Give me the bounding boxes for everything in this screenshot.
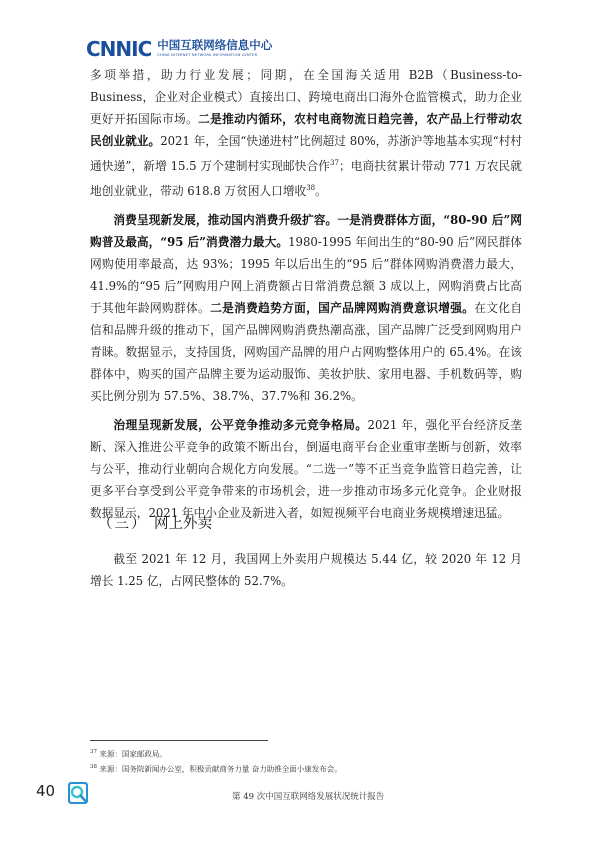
bold-text: 消费呈现新发展，推动国内消费升级扩容。一是消费群体方面，“80-90 后”网购普及最高，“95 后”消费潜力最大。: [90, 212, 522, 249]
paragraph-2: [90, 209, 522, 407]
text-run: 1980-1995 年间出生的“80-90 后”网民群体网购使用率最高，达 93%；1995 年以后出生的“95 后”群体网购消费潜力最大，41.9%的“95 后”网购用户网上消费额占日常消费总额 3 成以上，网购消费占比高于其他年龄网购群体。: [90, 234, 522, 315]
section-paragraph: 截至 2021 年 12 月，我国网上外卖用户规模达 5.44 亿，较 2020 年 12 月增长 1.25 亿，占网民整体的 52.7%。: [90, 552, 522, 588]
bold-text: 二是消费趋势方面，国产品牌网购消费意识增强。: [210, 300, 475, 315]
org-name-block: [157, 40, 272, 57]
footnote-38: $^{38}$ 来源：国务院新闻办公室，积极贡献商务力量 奋力助推全面小康发布会。: [90, 763, 342, 773]
report-header: [86, 38, 272, 60]
report-magnifier-icon: [66, 780, 90, 806]
org-name-en: CHINA INTERNET NETWORK INFORMATION CENTER: [157, 52, 258, 57]
text-run: 在文化自信和品牌升级的推动下，国产品牌网购消费热潮高涨，国产品牌广泛受到网购用户青睐。数据显示，支持国货，网购国产品牌的用户占网购整体用户的 65.4%。在该群体中，购买的国产品牌主要为运动服饰、美妆护肤、家用电器、手机数码等，购买比例分别为 57.5%、38.7%、37.7%和 36.2%。: [90, 300, 522, 403]
body-text: [90, 64, 522, 531]
paragraph-1: [90, 64, 522, 202]
section-heading: [98, 512, 212, 533]
footnote-37: $^{37}$ 来源：国家邮政局。: [90, 749, 167, 759]
paragraph-3: [90, 414, 522, 524]
text-run: 2021 年，强化平台经济反垄断、深入推进公平竞争的政策不断出台，倒逼电商平台企业重审垄断与创新，效率与公平，推动行业朝向合规化方向发展。“二选一”等不正当竞争监管日趋完善，让更多平台享受到公平竞争带来的市场机会，进一步推动市场多元化竞争。企业财报数据显示，2021 年中小企业及新进入者，如短视频平台电商业务规模增速迅猛。: [90, 417, 522, 520]
text-run: 。: [315, 183, 327, 198]
text-run: 2021 年，全国“快递进村”比例超过 80%，苏浙沪等地基本实现“村村通快递”，新增 15.5 万个建制村实现邮快合作: [90, 134, 522, 173]
text-run: 多项举措，助力行业发展；同期，在全国海关适用 B2B（Business-to-Business，企业对企业模式）直接出口、跨境电商出口海外仓监管模式，助力企业更好开拓国际市场。: [90, 68, 522, 126]
bold-text: 治理呈现新发展，公平竞争推动多元竞争格局。: [113, 417, 368, 432]
footnotes: [90, 746, 530, 775]
page-number: 40: [36, 782, 56, 800]
bold-text: 二是推动内循环，农村电商物流日趋完善，农产品上行带动农民创业就业。: [90, 112, 522, 148]
footnote-divider: [90, 740, 268, 741]
section-number: （三）: [98, 516, 148, 532]
section-title: 网上外卖: [154, 516, 212, 532]
cnnic-logo: CNNIC: [86, 37, 152, 61]
text-run: ；电商扶贫累计带动 771 万农民就地创业就业，带动 618.8 万贫困人口增收: [90, 158, 522, 198]
report-title: 第 49 次中国互联网络发展状况统计报告: [232, 792, 385, 802]
footnote-ref: 37: [330, 159, 339, 167]
footnote-ref: 38: [306, 183, 316, 192]
org-name: 中国互联网络信息中心: [157, 38, 273, 53]
page-footer: [0, 780, 600, 810]
